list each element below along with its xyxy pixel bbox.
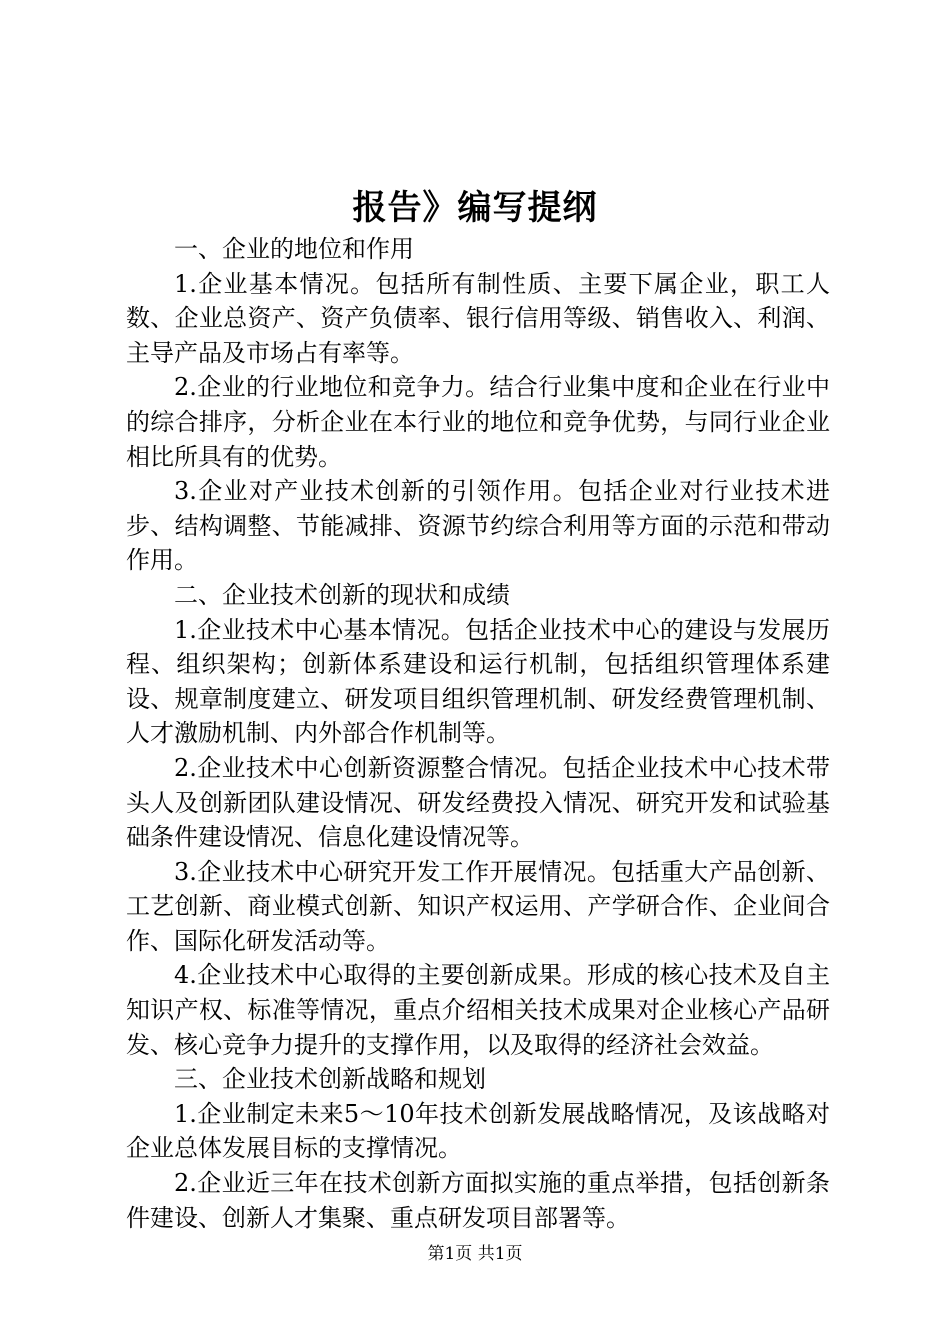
paragraph: 1.企业制定未来5～10年技术创新发展战略情况，及该战略对企业总体发展目标的支撑情况。	[126, 1099, 830, 1163]
document-title: 报告》编写提纲	[352, 188, 598, 228]
section-heading-2: 二、企业技术创新的现状和成绩	[174, 580, 510, 609]
paragraph: 1.企业技术中心基本情况。包括企业技术中心的建设与发展历程、组织架构；创新体系建设和运行机制，包括组织管理体系建设、规章制度建立、研发项目组织管理机制、研发经费管理机制、人才激励机制、内外部合作机制等。	[126, 615, 830, 748]
page-footer: 第1页 共1页	[427, 1244, 523, 1264]
paragraph: 3.企业对产业技术创新的引领作用。包括企业对行业技术进步、结构调整、节能减排、资源节约综合利用等方面的示范和带动作用。	[126, 477, 830, 575]
section-heading-1: 一、企业的地位和作用	[174, 235, 414, 263]
paragraph: 1.企业基本情况。包括所有制性质、主要下属企业，职工人数、企业总资产、资产负债率、银行信用等级、销售收入、利润、主导产品及市场占有率等。	[126, 269, 830, 367]
paragraph: 2.企业技术中心创新资源整合情况。包括企业技术中心技术带头人及创新团队建设情况、研发经费投入情况、研究开发和试验基础条件建设情况、信息化建设情况等。	[126, 753, 830, 852]
section-heading-3: 三、企业技术创新战略和规划	[174, 1065, 486, 1094]
paragraph: 4.企业技术中心取得的主要创新成果。形成的核心技术及自主知识产权、标准等情况，重点介绍相关技术成果对企业核心产品研发、核心竞争力提升的支撑作用，以及取得的经济社会效益。	[126, 961, 830, 1059]
paragraph: 3.企业技术中心研究开发工作开展情况。包括重大产品创新、工艺创新、商业模式创新、知识产权运用、产学研合作、企业间合作、国际化研发活动等。	[126, 857, 830, 955]
paragraph: 2.企业的行业地位和竞争力。结合行业集中度和企业在行业中的综合排序，分析企业在本行业的地位和竞争优势，与同行业企业相比所具有的优势。	[126, 373, 830, 471]
paragraph: 2.企业近三年在技术创新方面拟实施的重点举措，包括创新条件建设、创新人才集聚、重点研发项目部署等。	[126, 1169, 830, 1232]
document-body	[126, 232, 830, 1235]
